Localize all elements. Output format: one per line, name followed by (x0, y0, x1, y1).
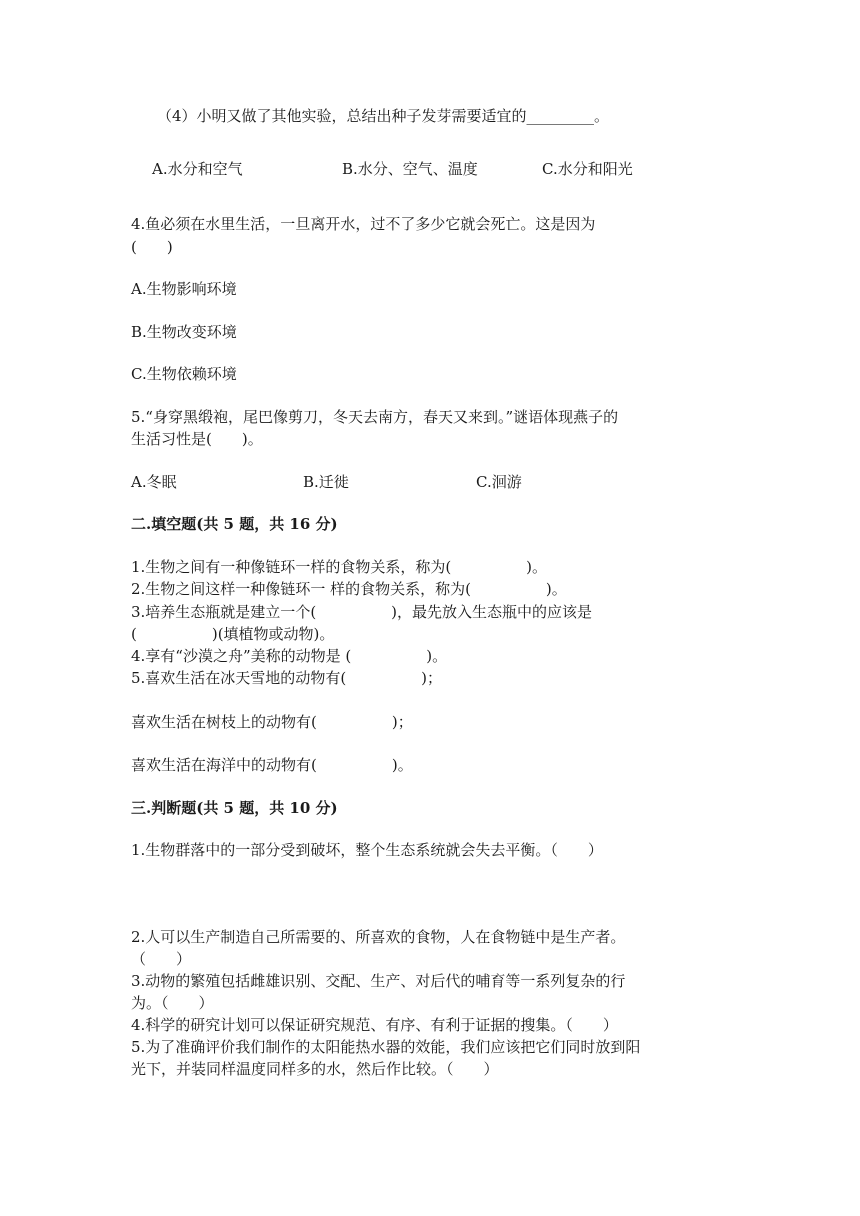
section3-line: 3.动物的繁殖包括雌雄识别、交配、生产、对后代的哺育等一系列复杂的行 (131, 972, 626, 990)
section2-line: 3.培养生态瓶就是建立一个( )，最先放入生态瓶中的应该是 (131, 603, 593, 621)
q3-part4-option-b: B.水分、空气、温度 (342, 160, 478, 178)
section2-line: 1.生物之间有一种像链环一样的食物关系，称为( )。 (131, 558, 548, 576)
section2-line: 4.享有“沙漠之舟”美称的动物是 ( )。 (131, 647, 448, 665)
q5-option-a: A.冬眠 (131, 473, 177, 491)
q3-part4-option-c: C.水分和阳光 (542, 160, 633, 178)
q5-option-c: C.洄游 (476, 473, 522, 491)
q4-option-c: C.生物依赖环境 (131, 365, 237, 383)
section3-line: 4.科学的研究计划可以保证研究规范、有序、有利于证据的搜集。（ ） (131, 1016, 618, 1034)
section2-heading: 二.填空题(共 5 题，共 16 分) (131, 515, 338, 533)
section2-line: ( )(填植物或动物)。 (131, 625, 335, 643)
q4-stem-line1: 4.鱼必须在水里生活，一旦离开水，过不了多少它就会死亡。这是因为 (131, 215, 596, 233)
section3-line: 2.人可以生产制造自己所需要的、所喜欢的食物，人在食物链中是生产者。 (131, 928, 626, 946)
section3-line: 5.为了准确评价我们制作的太阳能热水器的效能，我们应该把它们同时放到阳 (131, 1038, 641, 1056)
section3-line: 为。（ ） (131, 994, 214, 1012)
q4-stem-line2: ( ) (131, 238, 173, 256)
section3-line: （ ） (131, 950, 192, 968)
section2-line: 5.喜欢生活在冰天雪地的动物有( )； (131, 669, 443, 687)
section2-line: 喜欢生活在树枝上的动物有( )； (131, 713, 413, 731)
section3-line: 光下，并装同样温度同样多的水，然后作比较。（ ） (131, 1060, 499, 1078)
q5-stem-line2: 生活习性是( )。 (131, 430, 263, 448)
section3-heading: 三.判断题(共 5 题，共 10 分) (131, 799, 338, 817)
section2-line: 喜欢生活在海洋中的动物有( )。 (131, 756, 413, 774)
section3-line: 1.生物群落中的一部分受到破坏，整个生态系统就会失去平衡。（ ） (131, 841, 603, 859)
q4-option-b: B.生物改变环境 (131, 323, 237, 341)
q4-option-a: A.生物影响环境 (131, 280, 237, 298)
q3-part4-option-a: A.水分和空气 (152, 160, 243, 178)
q5-stem-line1: 5.“身穿黑缎袍，尾巴像剪刀，冬天去南方，春天又来到。”谜语体现燕子的 (131, 408, 619, 426)
section2-line: 2.生物之间这样一种像链环一 样的食物关系，称为( )。 (131, 580, 567, 598)
q5-option-b: B.迁徙 (303, 473, 349, 491)
q3-part4-stem: （4）小明又做了其他实验，总结出种子发芽需要适宜的_________。 (157, 107, 610, 125)
